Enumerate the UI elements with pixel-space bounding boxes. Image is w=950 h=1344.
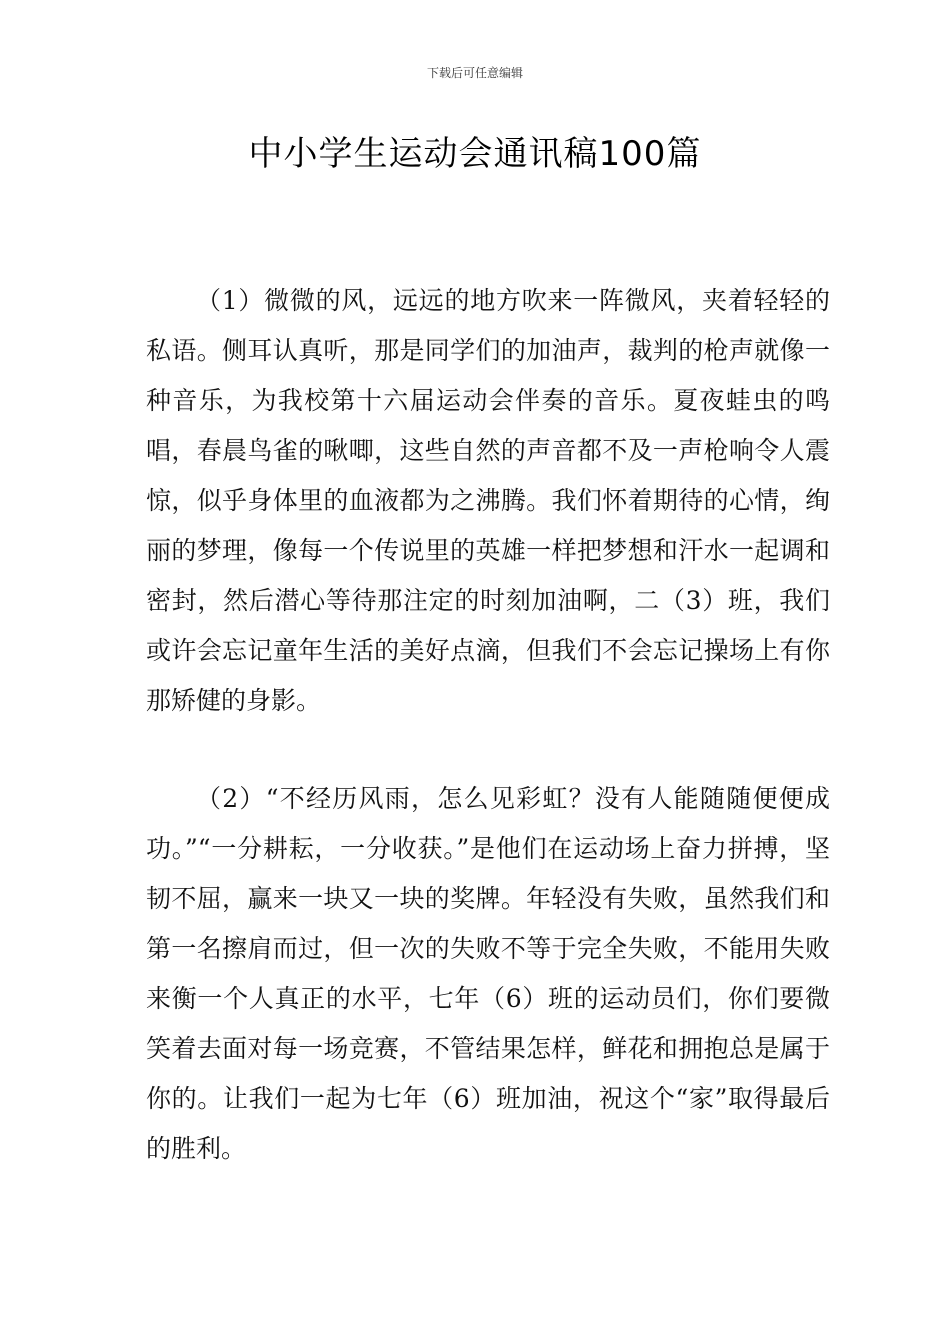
document-title: 中小学生运动会通讯稿100篇 [248,134,702,174]
paragraph-1: （1）微微的风，远远的地方吹来一阵微风，夹着轻轻的私语。侧耳认真听，那是同学们的加油声，裁判的枪声就像一种音乐，为我校第十六届运动会伴奏的音乐。夏夜蛙虫的鸣唱，春晨鸟雀的啾唧，这些自然的声音都不及一声枪响令人震惊，似乎身体里的血液都为之沸腾。我们怀着期待的心情，绚丽的梦理，像每一个传说里的英雄一样把梦想和汗水一起调和密封，然后潜心等待那注定的时刻加油啊，二（3）班，我们或许会忘记童年生活的美好点滴，但我们不会忘记操场上有你那矫健的身影。 [146,286,830,715]
header-note: 下载后可任意编辑 [426,66,523,80]
paragraph-2: （2）“不经历风雨，怎么见彩虹？没有人能随随便便成功。”“一分耕耘，一分收获。”是他们在运动场上奋力拼搏，坚韧不屈，赢来一块又一块的奖牌。年轻没有失败，虽然我们和第一名擦肩而过，但一次的失败不等于完全失败，不能用失败来衡一个人真正的水平，七年（6）班的运动员们，你们要微笑着去面对每一场竞赛，不管结果怎样，鲜花和拥抱总是属于你的。让我们一起为七年（6）班加油，祝这个“家”取得最后的胜利。 [146,784,830,1163]
